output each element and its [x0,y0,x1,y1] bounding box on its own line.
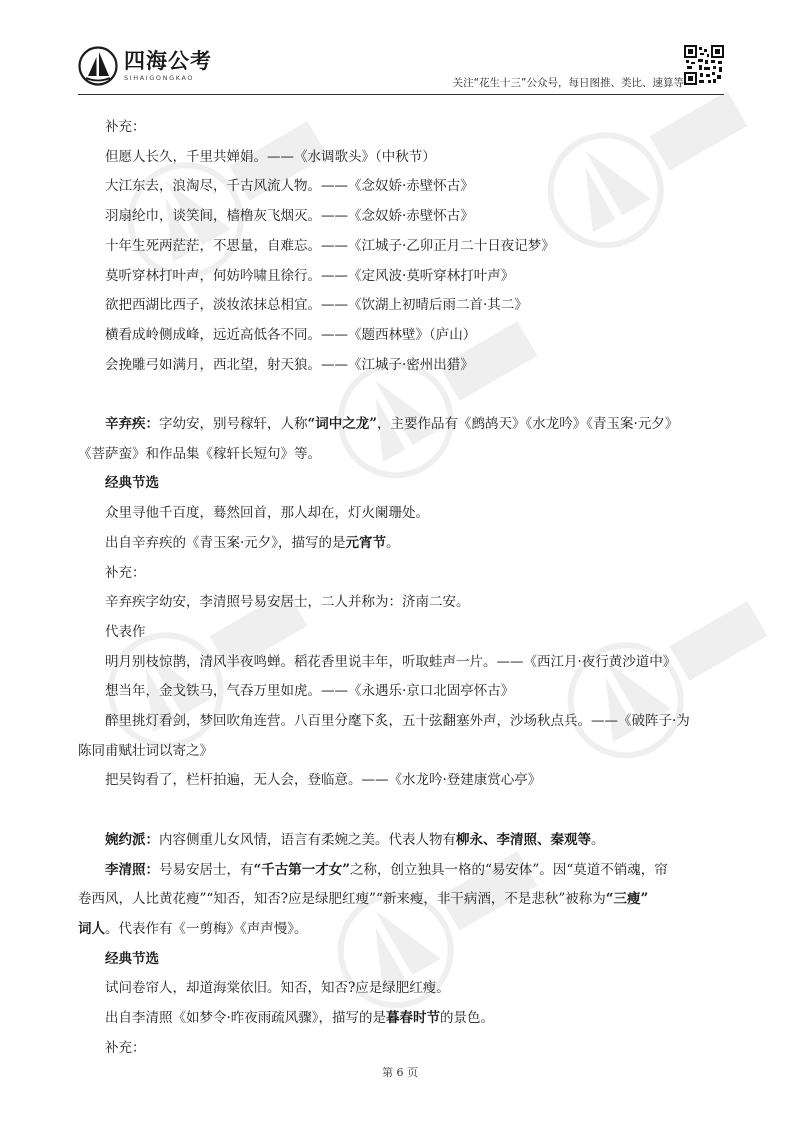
work-line: 想当年，金戈铁马，气吞万里如虎。——《永遇乐·京口北固亭怀古》 [105,683,515,700]
page-header [0,0,800,100]
supplement-label: 补充： [105,1039,146,1056]
works-label: 代表作 [105,623,146,640]
document-body [78,113,724,1063]
supplement-line: 会挽雕弓如满月，西北望，射天狼。——《江城子·密州出猎》 [105,356,474,373]
liqingzhao-intro [78,856,724,886]
work-line: 醉里挑灯看剑，梦回吹角连营。八百里分麾下炙，五十弦翻塞外声，沙场秋点兵。——《破阵子·为 [105,713,690,730]
xinqiji-intro-text: ，主要作品有《鹧鸪天》《水龙吟》《青玉案·元夕》 [377,416,679,433]
work-line: 明月别枝惊鹊，清风半夜鸣蝉。稻花香里说丰年，听取蛙声一片。——《西江月·夜行黄沙道中》 [105,653,677,670]
xinqiji-intro-cont: 《菩萨蛮》和作品集《稼轩长短句》等。 [78,445,321,462]
supplement-label: 补充： [105,564,146,581]
logo-chinese-name: 四海公考 [124,49,212,73]
xinqiji-title-phrase: “词中之龙” [307,416,378,433]
classic-excerpt-heading: 经典节选 [105,950,159,967]
supplement-line: 辛弃疾字幼安，李清照号易安居士，二人并称为：济南二安。 [105,594,470,611]
paragraph-gap [78,380,724,410]
page-number: 第 6 页 [382,1066,418,1079]
sailboat-logo-icon [78,46,118,86]
quote-source-text: 出自李清照《如梦令·昨夜雨疏风骤》，描写的是 [105,1010,387,1027]
wanyue-text: 内容侧重儿女风情，语言有柔婉之美。代表人物有 [159,831,456,848]
header-note: 关注“花生十三”公众号，每日图推、类比、速算等 [452,77,684,89]
liqingzhao-intro-cont [78,885,724,915]
classic-quote: 试问卷帘人，却道海棠依旧。知否，知否?应是绿肥红瘦。 [105,980,450,997]
liqingzhao-title-phrase: “千古第一才女” [253,861,351,878]
liqingzhao-name: 李清照： [105,861,159,878]
liqingzhao-text: 之称，创立独具一格的“易安体”。因“莫道不销魂，帘 [350,861,668,878]
supplement-line: 横看成岭侧成峰，远近高低各不同。——《题西林壁》（庐山） [105,326,477,343]
liqingzhao-intro-cont [78,915,724,945]
supplement-line: 莫听穿林打叶声，何妨吟啸且徐行。——《定风波·莫听穿林打叶声》 [105,267,515,284]
wanyue-label: 婉约派： [105,831,159,848]
qr-code-icon [684,45,724,85]
work-line: 把吴钩看了，栏杆拍遍，无人会，登临意。——《水龙吟·登建康赏心亭》 [105,772,542,789]
wanyue-representatives: 柳永、李清照、秦观等 [456,831,591,848]
paragraph-gap [78,796,724,826]
poet-word: 词人 [78,920,105,937]
supplement-line: 十年生死两茫茫，不思量，自难忘。——《江城子·乙卯正月二十日夜记梦》 [105,237,555,254]
supplement-line: 大江东去，浪淘尽，千古风流人物。——《念奴娇·赤壁怀古》 [105,178,474,195]
xinqiji-name: 辛弃疾： [105,416,159,433]
supplement-line: 但愿人长久，千里共婵娟。——《水调歌头》（中秋节） [105,148,436,165]
supplement-label: 补充： [105,119,146,135]
liqingzhao-text: 号易安居士，有 [159,861,254,878]
classic-excerpt-heading: 经典节选 [105,475,159,492]
xinqiji-intro [78,410,724,440]
supplement-line: 羽扇纶巾，谈笑间，樯橹灰飞烟灭。——《念奴娇·赤壁怀古》 [105,208,474,225]
quote-source-text: 。 [386,534,400,551]
logo-english-name: SIHAIGONGKAO [124,74,195,82]
xinqiji-intro-text: 字幼安，别号稼轩，人称 [159,416,308,433]
quote-source-text: 的景色。 [440,1010,495,1027]
liqingzhao-text: 卷西风，人比黄花瘦”“知否，知否?应是绿肥红瘦”“新来瘦，非干病酒，不是悲秋”被称为 [78,891,606,908]
work-line-cont: 陈同甫赋壮词以寄之》 [78,742,213,759]
brand-logo [78,46,212,86]
supplement-line: 欲把西湖比西子，淡妆浓抹总相宜。——《饮湖上初晴后雨二首·其二》 [105,297,528,314]
quote-source [78,1004,724,1034]
festival-highlight: 元宵节 [345,534,387,551]
quote-source-text: 出自辛弃疾的《青玉案·元夕》，描写的是 [105,534,346,551]
wanyue-school [78,826,724,856]
season-highlight: 暮春时节 [386,1010,441,1027]
three-thin-phrase: “三瘦” [605,891,649,908]
liqingzhao-text: 。代表作有《一剪梅》《声声慢》。 [105,920,308,937]
quote-source [78,529,724,559]
header-rule [78,94,724,95]
wanyue-text: 。 [591,831,605,848]
classic-quote: 众里寻他千百度，蓦然回首，那人却在，灯火阑珊处。 [105,505,429,522]
